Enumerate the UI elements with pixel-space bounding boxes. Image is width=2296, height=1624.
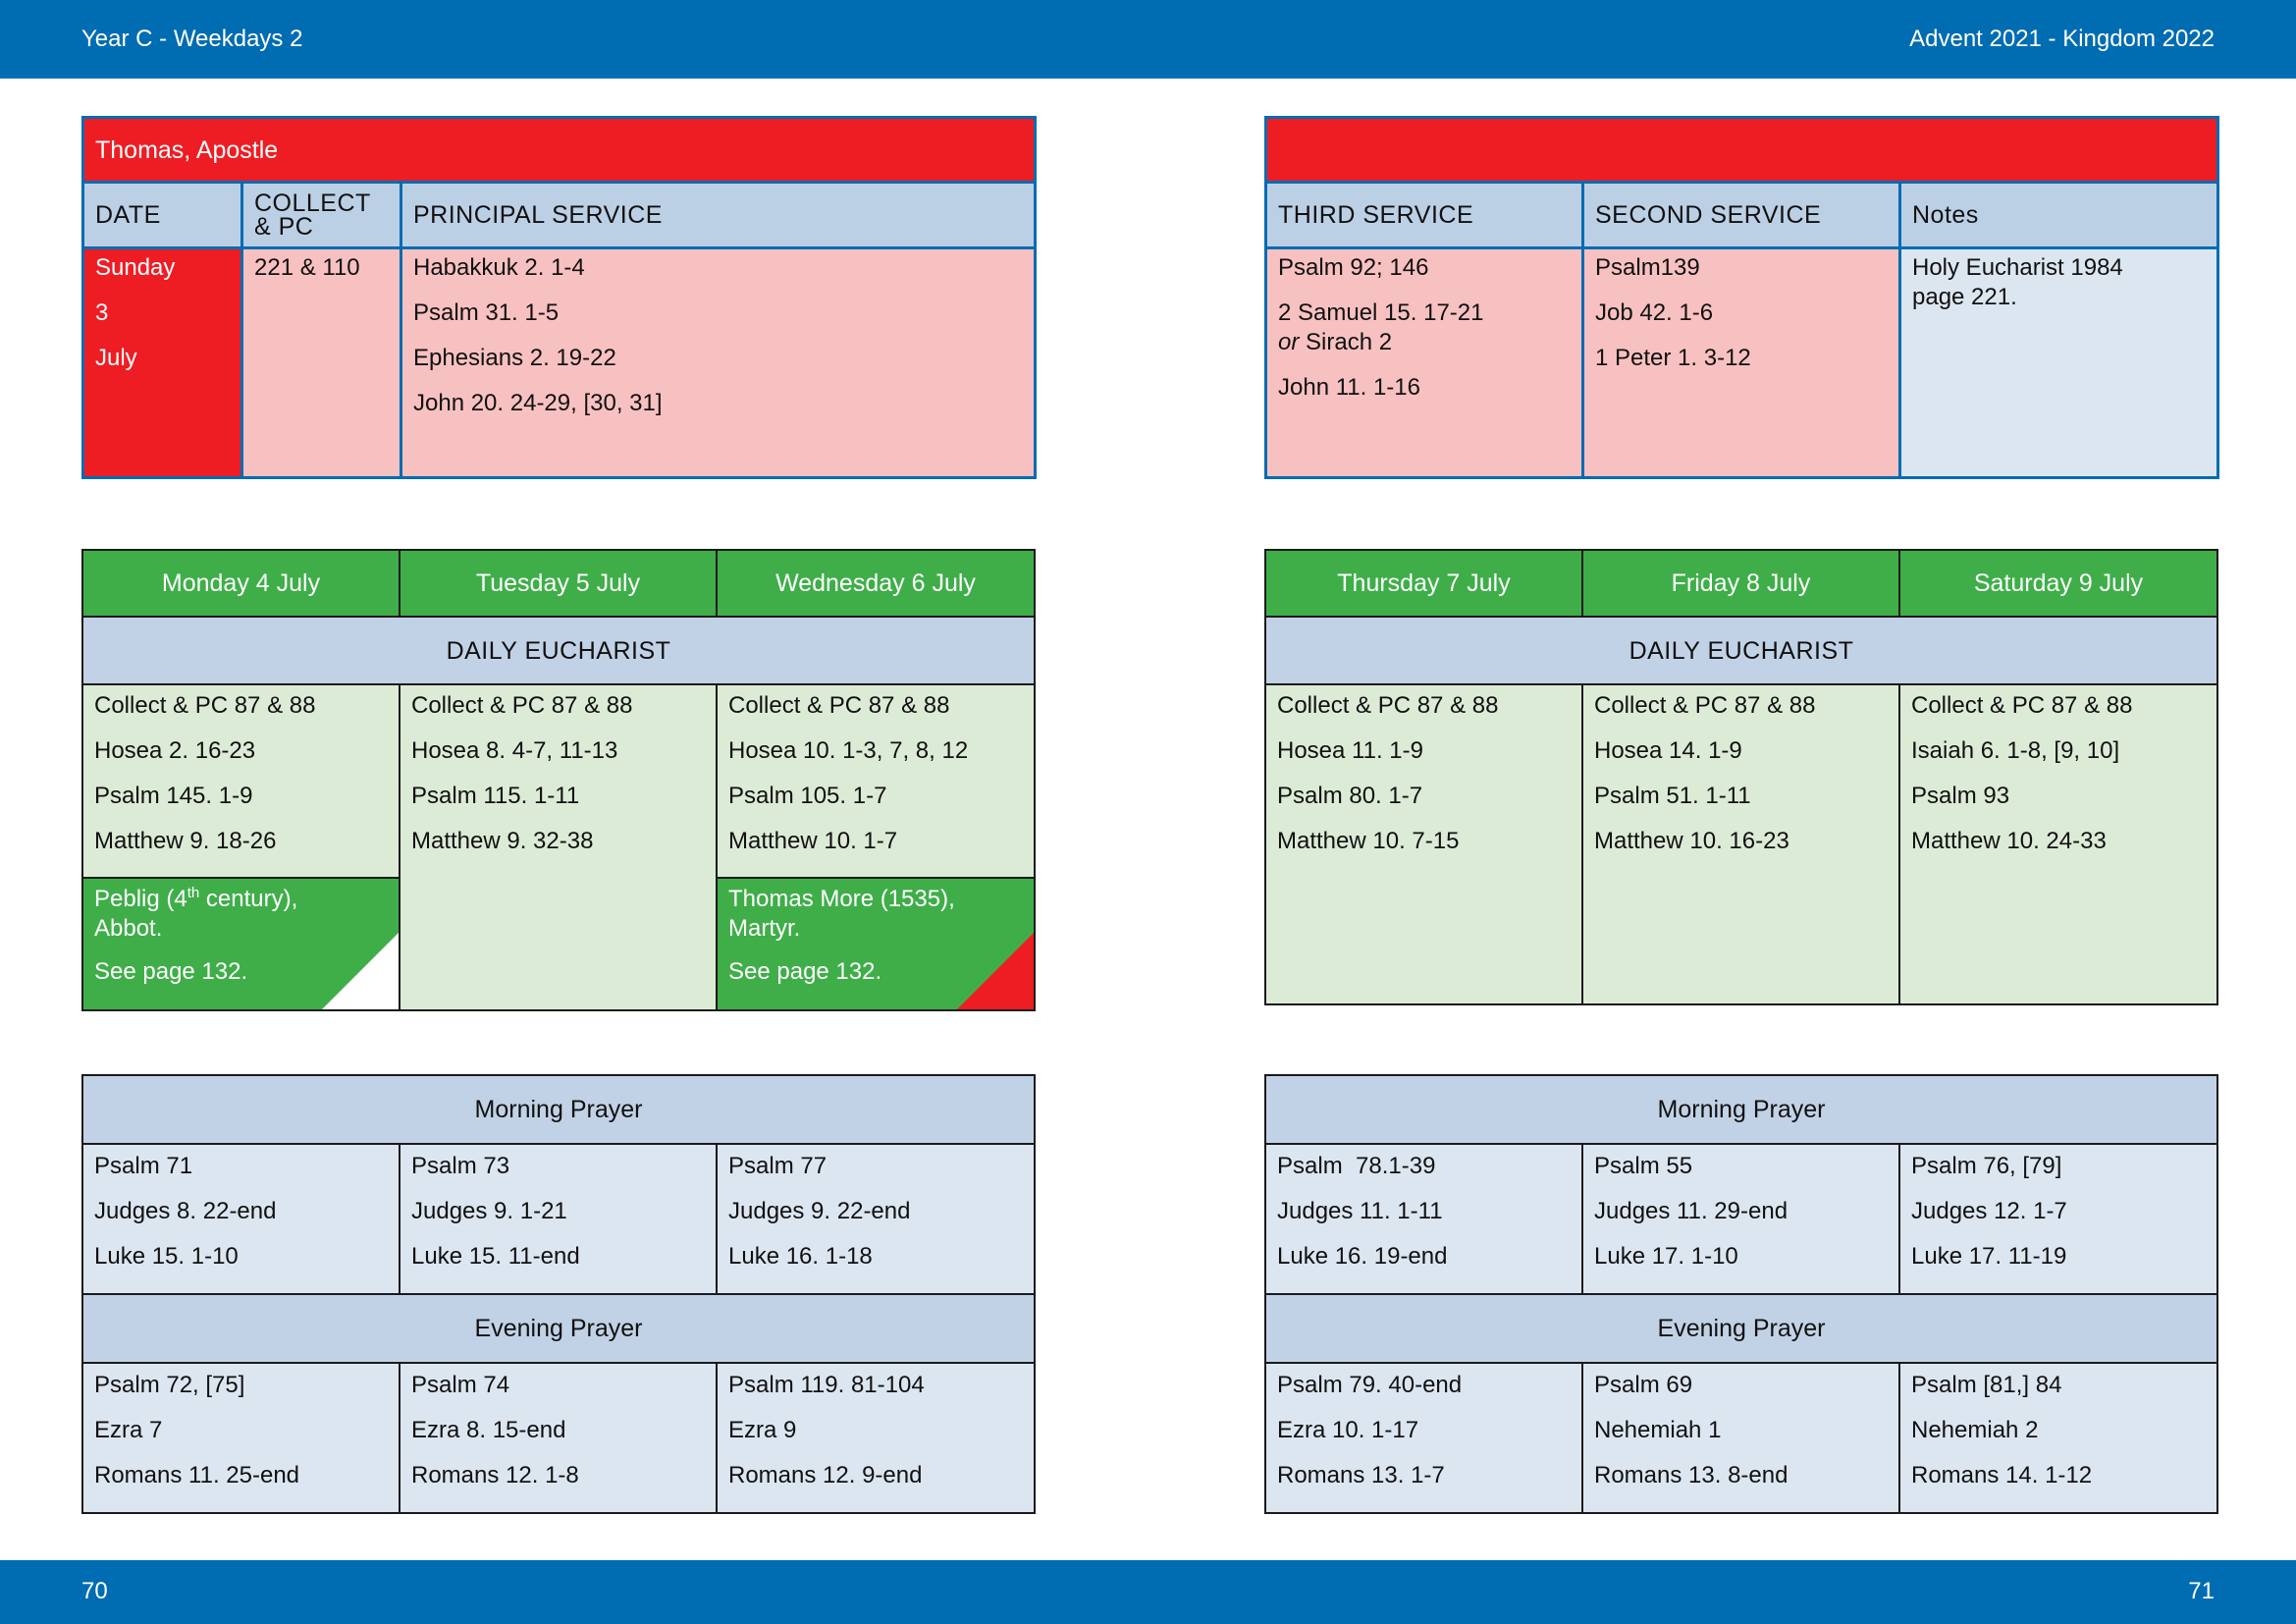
page-footer-band [0,1560,2296,1624]
sunday-date: Sunday 3 July [83,248,242,478]
commemoration-monday: Peblig (4th century), Abbot. See page 132. [82,878,400,1010]
eucharist-readings-friday: Collect & PC 87 & 88 Hosea 14. 1-9 Psalm 51. 1-11 Matthew 10. 16-23 [1582,684,1899,1004]
col-principal-service: PRINCIPAL SERVICE [401,183,1036,248]
morning-prayer-thursday: Psalm 78.1-39 Judges 11. 1-11 Luke 16. 19-end [1265,1144,1582,1294]
third-service-readings: Psalm 92; 146 2 Samuel 15. 17-21 or Sirach 2 John 11. 1-16 [1266,248,1583,478]
white-corner-marker [322,933,399,1009]
evening-prayer-friday: Psalm 69 Nehemiah 1 Romans 13. 8-end [1582,1363,1899,1513]
morning-prayer-friday: Psalm 55 Judges 11. 29-end Luke 17. 1-10 [1582,1144,1899,1294]
morning-prayer-saturday: Psalm 76, [79] Judges 12. 1-7 Luke 17. 11-19 [1899,1144,2217,1294]
daily-eucharist-label: DAILY EUCHARIST [1265,617,2217,684]
evening-prayer-label: Evening Prayer [1265,1294,2217,1363]
daily-eucharist-label: DAILY EUCHARIST [82,617,1035,684]
day-header-friday: Friday 8 July [1582,550,1899,617]
evening-prayer-saturday: Psalm [81,] 84 Nehemiah 2 Romans 14. 1-12 [1899,1363,2217,1513]
evening-prayer-monday: Psalm 72, [75] Ezra 7 Romans 11. 25-end [82,1363,400,1513]
day-header-thursday: Thursday 7 July [1265,550,1582,617]
morning-prayer-label: Morning Prayer [82,1075,1035,1144]
principal-readings: Habakkuk 2. 1-4 Psalm 31. 1-5 Ephesians 2. 19-22 John 20. 24-29, [30, 31] [401,248,1036,478]
col-notes: Notes [1900,183,2218,248]
evening-prayer-label: Evening Prayer [82,1294,1035,1363]
eucharist-readings-saturday: Collect & PC 87 & 88 Isaiah 6. 1-8, [9, 10] Psalm 93 Matthew 10. 24-33 [1899,684,2217,1004]
notes-cell: Holy Eucharist 1984 page 221. [1900,248,2218,478]
evening-prayer-tuesday: Psalm 74 Ezra 8. 15-end Romans 12. 1-8 [400,1363,717,1513]
col-third-service: THIRD SERVICE [1266,183,1583,248]
daily-eucharist-table-right [1264,549,2218,1005]
page-number-left: 70 [81,1578,108,1604]
col-second-service: SECOND SERVICE [1583,183,1900,248]
page-number-right: 71 [2188,1578,2215,1604]
commemoration-wednesday: Thomas More (1535), Martyr. See page 132. [717,878,1035,1010]
col-collect: COLLECT & PC [242,183,401,248]
morning-prayer-monday: Psalm 71 Judges 8. 22-end Luke 15. 1-10 [82,1144,400,1294]
feast-title: Thomas, Apostle [83,118,1036,183]
feast-title-right [1266,118,2218,183]
red-corner-marker [957,933,1034,1009]
header-left-title: Year C - Weekdays 2 [81,26,303,52]
morning-prayer-tuesday: Psalm 73 Judges 9. 1-21 Luke 15. 11-end [400,1144,717,1294]
header-right-title: Advent 2021 - Kingdom 2022 [1909,26,2215,52]
daily-office-table-right [1264,1074,2218,1514]
day-header-wednesday: Wednesday 6 July [717,550,1035,617]
sunday-other-services-table [1264,116,2219,479]
eucharist-readings-monday: Collect & PC 87 & 88 Hosea 2. 16-23 Psalm 145. 1-9 Matthew 9. 18-26 [82,684,400,878]
eucharist-readings-tuesday: Collect & PC 87 & 88 Hosea 8. 4-7, 11-13 Psalm 115. 1-11 Matthew 9. 32-38 [400,684,717,1010]
day-header-saturday: Saturday 9 July [1899,550,2217,617]
daily-office-table-left [81,1074,1036,1514]
sunday-service-table [81,116,1037,479]
page-header-band [0,0,2296,79]
daily-eucharist-table-left [81,549,1036,1011]
evening-prayer-wednesday: Psalm 119. 81-104 Ezra 9 Romans 12. 9-end [717,1363,1035,1513]
morning-prayer-wednesday: Psalm 77 Judges 9. 22-end Luke 16. 1-18 [717,1144,1035,1294]
col-date: DATE [83,183,242,248]
second-service-readings: Psalm139 Job 42. 1-6 1 Peter 1. 3-12 [1583,248,1900,478]
sunday-collect: 221 & 110 [242,248,401,478]
day-header-tuesday: Tuesday 5 July [400,550,717,617]
eucharist-readings-wednesday: Collect & PC 87 & 88 Hosea 10. 1-3, 7, 8, 12 Psalm 105. 1-7 Matthew 10. 1-7 [717,684,1035,878]
morning-prayer-label: Morning Prayer [1265,1075,2217,1144]
evening-prayer-thursday: Psalm 79. 40-end Ezra 10. 1-17 Romans 13. 1-7 [1265,1363,1582,1513]
eucharist-readings-thursday: Collect & PC 87 & 88 Hosea 11. 1-9 Psalm 80. 1-7 Matthew 10. 7-15 [1265,684,1582,1004]
day-header-monday: Monday 4 July [82,550,400,617]
